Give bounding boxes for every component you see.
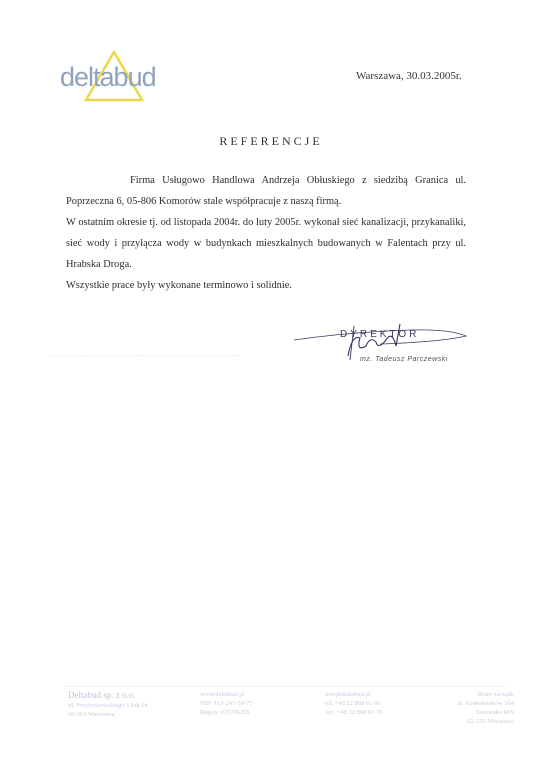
letter-body xyxy=(66,170,466,296)
paragraph-line: Poprzeczna 6, 05-806 Komorów stale współpracuje z naszą firmą. xyxy=(66,196,342,207)
divider xyxy=(50,355,240,356)
footer-line: Regon: 015706205 xyxy=(200,709,250,716)
letter-date: Warszawa, 30.03.2005r. xyxy=(356,70,462,82)
footer-company xyxy=(68,690,148,719)
paragraph-line: sieć wody i przyłącza wody w budynkach mieszkalnych budowanych w Falentach przy ul. xyxy=(66,238,466,249)
paragraph-line: Firma Usługowo Handlowa Andrzeja Obłuskiego z siedzibą Granica ul. xyxy=(130,175,466,186)
footer-line: Biuro zarządu xyxy=(477,691,514,698)
divider xyxy=(66,686,506,687)
footer-line: fax. +48 22 868 61 70 xyxy=(325,709,383,716)
paragraph-line: Hrabska Droga. xyxy=(66,259,132,270)
letter-title: REFERENCJE xyxy=(219,134,323,148)
footer-contact xyxy=(325,690,382,717)
footer-line: 02-255 Warszawa xyxy=(467,718,514,725)
signature-title: DYREKTOR xyxy=(340,329,420,340)
company-logo xyxy=(56,48,166,108)
signature-name: mz. Tadeusz Parczewski xyxy=(360,356,448,363)
paragraph-line: W ostatnim okresie tj. od listopada 2004r. do luty 2005r. wykonał sieć kanalizacji, przykanaliki, xyxy=(66,217,466,228)
handwritten-signature xyxy=(290,316,470,374)
footer-line: ul. Krakowiaków 104 xyxy=(457,700,514,707)
paragraph-line: Wszystkie prace były wykonane terminowo i solidnie. xyxy=(66,280,292,291)
footer-line: www.deltabud.pl xyxy=(200,691,245,698)
footer-registration xyxy=(200,690,253,717)
letter-footer xyxy=(0,676,542,736)
logo-text: deltabud xyxy=(60,62,156,92)
footer-line: Deltabud sp. z o.o. xyxy=(68,690,136,700)
footer-line: tel. +48 22 868 61 60 xyxy=(325,700,381,707)
footer-line: info@deltabud.pl xyxy=(325,691,371,698)
footer-line: ul. Przybyszewskiego 1 lok.14 xyxy=(68,702,148,709)
footer-line: NIP: 113-247-59-77 xyxy=(200,700,253,707)
footer-office xyxy=(440,690,514,726)
footer-line: 00-963 Warszawa xyxy=(68,711,115,718)
footer-line: Tanowsko MN xyxy=(475,709,514,716)
signature-block xyxy=(290,316,470,374)
